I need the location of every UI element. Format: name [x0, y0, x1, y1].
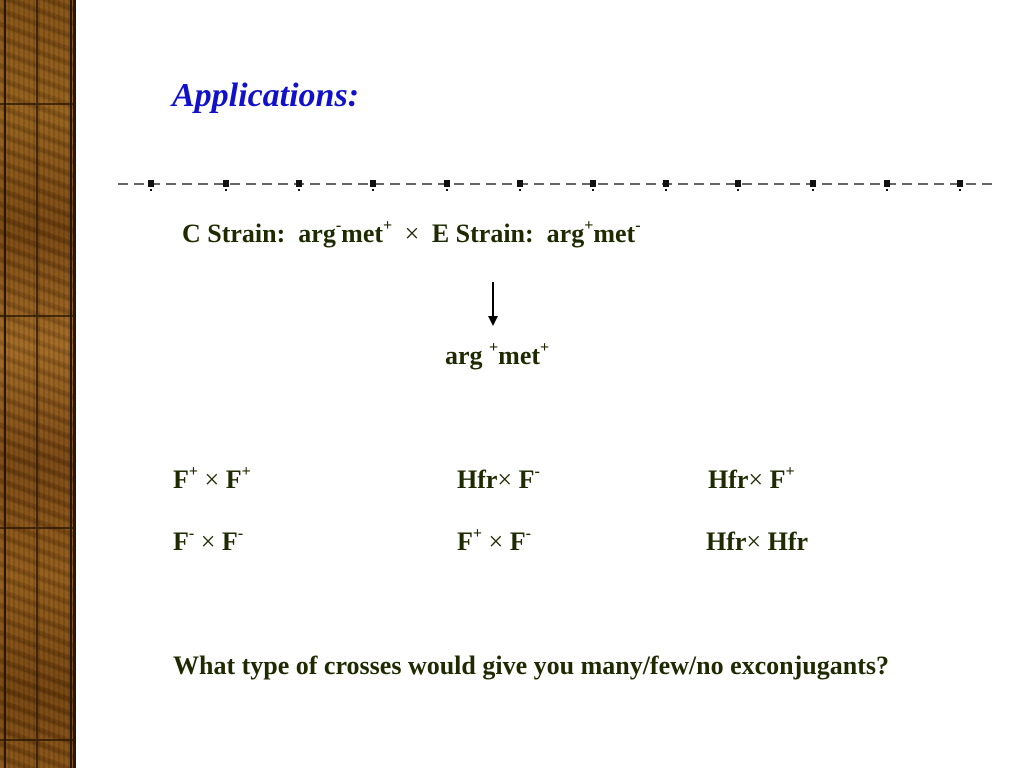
question-text: What type of crosses would give you many/few/no exconjugants?	[173, 651, 889, 680]
cross-parent-a: F	[457, 527, 473, 556]
c-strain-met: met	[341, 219, 384, 248]
cross-parent-b: Hfr	[767, 527, 809, 556]
dotted-divider	[118, 176, 992, 192]
cross-hfr-f-plus	[708, 464, 795, 495]
cross-f-minus-f-minus	[173, 526, 243, 557]
cross-parent-a: Hfr	[457, 465, 498, 494]
slide-title: Applications:	[172, 77, 360, 114]
c-strain-arg: arg	[298, 219, 336, 248]
cross-parent-b-sup: +	[785, 463, 795, 481]
e-strain-arg: arg	[546, 219, 585, 248]
cross-symbol: ×	[482, 527, 510, 556]
cross-parent-b: F	[225, 465, 242, 494]
cross-parent-b-sup: -	[237, 525, 244, 543]
e-strain-arg-sup: +	[584, 217, 594, 235]
strain-cross-line	[182, 218, 641, 249]
cross-parent-b: F	[518, 465, 535, 494]
cross-parent-a: F	[173, 465, 189, 494]
result-met: met	[498, 341, 541, 370]
cross-hfr-hfr	[706, 526, 808, 557]
cross-symbol: ×	[198, 465, 226, 494]
wood-texture-border	[0, 0, 76, 768]
c-strain-label: C Strain:	[182, 219, 286, 248]
cross-parent-a-sup: +	[188, 463, 199, 481]
cross-symbol: ×	[404, 219, 420, 248]
recombinant-result	[445, 340, 549, 371]
cross-symbol: ×	[746, 527, 768, 556]
result-arg: arg	[445, 341, 490, 370]
cross-symbol: ×	[748, 465, 770, 494]
result-met-sup: +	[540, 339, 550, 357]
e-strain-met: met	[593, 219, 636, 248]
cross-hfr-f-minus	[457, 464, 540, 495]
cross-parent-b: F	[221, 527, 238, 556]
cross-f-plus-f-minus	[457, 526, 531, 557]
e-strain-label: E Strain:	[431, 219, 534, 248]
cross-parent-a: Hfr	[708, 465, 749, 494]
cross-parent-a-sup: -	[188, 525, 195, 543]
cross-parent-b: F	[769, 465, 786, 494]
cross-symbol: ×	[194, 527, 222, 556]
cross-parent-b-sup: +	[241, 463, 251, 481]
cross-f-plus-f-plus	[173, 464, 251, 495]
e-strain-met-sup: -	[635, 217, 641, 235]
cross-symbol: ×	[497, 465, 519, 494]
c-strain-met-sup: +	[383, 217, 393, 235]
cross-parent-a: F	[173, 527, 189, 556]
cross-parent-b-sup: -	[525, 525, 531, 543]
cross-parent-a: Hfr	[706, 527, 747, 556]
cross-parent-b: F	[509, 527, 526, 556]
cross-parent-b-sup: -	[534, 463, 540, 481]
down-arrow-icon	[486, 282, 500, 326]
cross-parent-a-sup: +	[472, 525, 483, 543]
c-strain-arg-sup: -	[335, 217, 342, 235]
result-arg-sup: +	[489, 339, 499, 357]
